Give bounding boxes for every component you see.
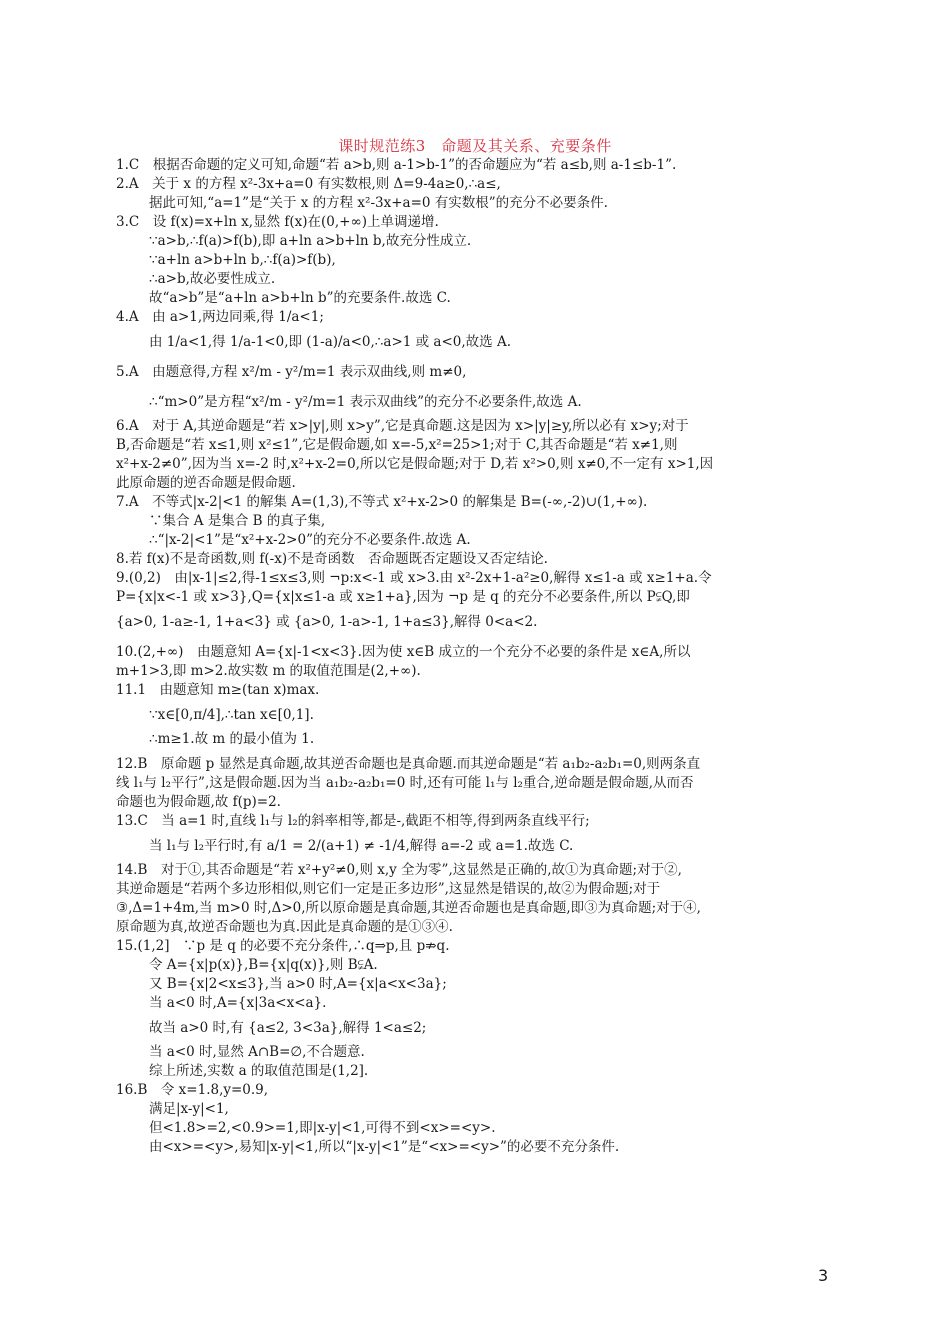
- text-line: 3.C 设 f(x)=x+ln x,显然 f(x)在(0,+∞)上单调递增.: [116, 214, 439, 230]
- text-line: 当 l₁与 l₂平行时,有 a/1 = 2/(a+1) ≠ -1/4,解得 a=-2 或 a=1.故选 C.: [149, 838, 574, 854]
- text-line: 当 a<0 时,A={x|3a<x<a}.: [149, 995, 327, 1011]
- text-line: 6.A 对于 A,其逆命题是“若 x>|y|,则 x>y”,它是真命题.这是因为 x>|y|≥y,所以必有 x>y;对于: [116, 418, 689, 434]
- text-line: 16.B 令 x=1.8,y=0.9,: [116, 1082, 269, 1098]
- text-line: 当 a<0 时,显然 A∩B=∅,不合题意.: [149, 1044, 365, 1060]
- text-line: 但<1.8>=2,<0.9>=1,即|x-y|<1,可得不到<x>=<y>.: [149, 1120, 496, 1136]
- text-line: ∵a+ln a>b+ln b,∴f(a)>f(b),: [149, 252, 336, 268]
- page-number: 3: [818, 1266, 829, 1285]
- text-line: 线 l₁与 l₂平行”,这是假命题.因为当 a₁b₂-a₂b₁=0 时,还有可能 l₁与 l₂重合,逆命题是假命题,从而否: [116, 775, 694, 791]
- text-line: ∵x∈[0,π/4],∴tan x∈[0,1].: [149, 707, 314, 723]
- text-line: 13.C 当 a=1 时,直线 l₁与 l₂的斜率相等,都是-,截距不相等,得到两条直线平行;: [116, 813, 590, 829]
- text-line: 9.(0,2) 由|x-1|≤2,得-1≤x≤3,则 ¬p:x<-1 或 x>3.由 x²-2x+1-a²≥0,解得 x≤1-a 或 x≥1+a.令: [116, 570, 712, 586]
- page-title: 课时规范练3 命题及其关系、充要条件: [338, 137, 612, 155]
- text-line: 12.B 原命题 p 显然是真命题,故其逆否命题也是真命题.而其逆命题是“若 a₁b₂-a₂b₁=0,则两条直: [116, 756, 701, 772]
- text-line: 由<x>=<y>,易知|x-y|<1,所以“|x-y|<1”是“<x>=<y>”的必要不充分条件.: [149, 1139, 620, 1155]
- text-line: 10.(2,+∞) 由题意知 A={x|-1<x<3}.因为使 x∈B 成立的一个充分不必要的条件是 x∈A,所以: [116, 644, 691, 660]
- text-line: 2.A 关于 x 的方程 x²-3x+a=0 有实数根,则 Δ=9-4a≥0,∴a≤,: [116, 176, 501, 192]
- text-line: 7.A 不等式|x-2|<1 的解集 A=(1,3),不等式 x²+x-2>0 的解集是 B=(-∞,-2)∪(1,+∞).: [116, 494, 648, 510]
- text-line: 1.C 根据否命题的定义可知,命题“若 a>b,则 a-1>b-1”的否命题应为“若 a≤b,则 a-1≤b-1”.: [116, 157, 677, 173]
- text-line: 原命题为真,故逆否命题也为真.因此是真命题的是①③④.: [116, 919, 453, 935]
- text-line: 15.(1,2] ∵p 是 q 的必要不充分条件,∴q⇒p,且 p⇏q.: [116, 938, 450, 954]
- text-line: m+1>3,即 m>2.故实数 m 的取值范围是(2,+∞).: [116, 663, 421, 679]
- text-line: 令 A={x|p(x)},B={x|q(x)},则 B⫋A.: [149, 957, 378, 973]
- text-line: 故当 a>0 时,有 {a≤2, 3<3a},解得 1<a≤2;: [149, 1020, 427, 1036]
- text-line: P={x|x<-1 或 x>3},Q={x|x≤1-a 或 x≥1+a},因为 ¬p 是 q 的充分不必要条件,所以 P⫋Q,即: [116, 589, 690, 605]
- answer-body: [116, 156, 842, 1157]
- text-line: ∴“|x-2|<1”是“x²+x-2>0”的充分不必要条件.故选 A.: [149, 532, 471, 548]
- text-line: 据此可知,“a=1”是“关于 x 的方程 x²-3x+a=0 有实数根”的充分不必要条件.: [149, 195, 608, 211]
- text-line: {a>0, 1-a≥-1, 1+a<3} 或 {a>0, 1-a>-1, 1+a≤3},解得 0<a<2.: [116, 614, 538, 630]
- text-line: 故“a>b”是“a+ln a>b+ln b”的充要条件.故选 C.: [149, 290, 451, 306]
- text-line: ∵集合 A 是集合 B 的真子集,: [149, 513, 326, 529]
- text-line: ∴m≥1.故 m 的最小值为 1.: [149, 731, 315, 747]
- text-line: ∴a>b,故必要性成立.: [149, 271, 276, 287]
- text-line: ∵a>b,∴f(a)>f(b),即 a+ln a>b+ln b,故充分性成立.: [149, 233, 472, 249]
- text-line: B,否命题是“若 x≤1,则 x²≤1”,它是假命题,如 x=-5,x²=25>1;对于 C,其否命题是“若 x≠1,则: [116, 437, 678, 453]
- text-line: ③,Δ=1+4m,当 m>0 时,Δ>0,所以原命题是真命题,其逆否命题也是真命题,即③为真命题;对于④,: [116, 900, 701, 916]
- text-line: 又 B={x|2<x≤3},当 a>0 时,A={x|a<x<3a};: [149, 976, 447, 992]
- text-line: 综上所述,实数 a 的取值范围是(1,2].: [149, 1063, 369, 1079]
- text-line: 5.A 由题意得,方程 x²/m - y²/m=1 表示双曲线,则 m≠0,: [116, 364, 467, 380]
- text-line: x²+x-2≠0”,因为当 x=-2 时,x²+x-2=0,所以它是假命题;对于 D,若 x²>0,则 x≠0,不一定有 x>1,因: [116, 456, 714, 472]
- text-line: 满足|x-y|<1,: [149, 1101, 229, 1117]
- text-line: 命题也为假命题,故 f(p)=2.: [116, 794, 281, 810]
- text-line: 此原命题的逆否命题是假命题.: [116, 475, 296, 491]
- text-line: 其逆命题是“若两个多边形相似,则它们一定是正多边形”,这显然是错误的,故②为假命题;对于: [116, 881, 661, 897]
- text-line: 14.B 对于①,其否命题是“若 x²+y²≠0,则 x,y 全为零”,这显然是正确的,故①为真命题;对于②,: [116, 862, 682, 878]
- text-line: 由 1/a<1,得 1/a-1<0,即 (1-a)/a<0,∴a>1 或 a<0,故选 A.: [149, 334, 511, 350]
- text-line: ∴“m>0”是方程“x²/m - y²/m=1 表示双曲线”的充分不必要条件,故选 A.: [149, 394, 582, 410]
- text-line: 8.若 f(x)不是奇函数,则 f(-x)不是奇函数 否命题既否定题设又否定结论.: [116, 551, 548, 567]
- text-line: 4.A 由 a>1,两边同乘,得 1/a<1;: [116, 309, 324, 325]
- text-line: 11.1 由题意知 m≥(tan x)max.: [116, 682, 320, 698]
